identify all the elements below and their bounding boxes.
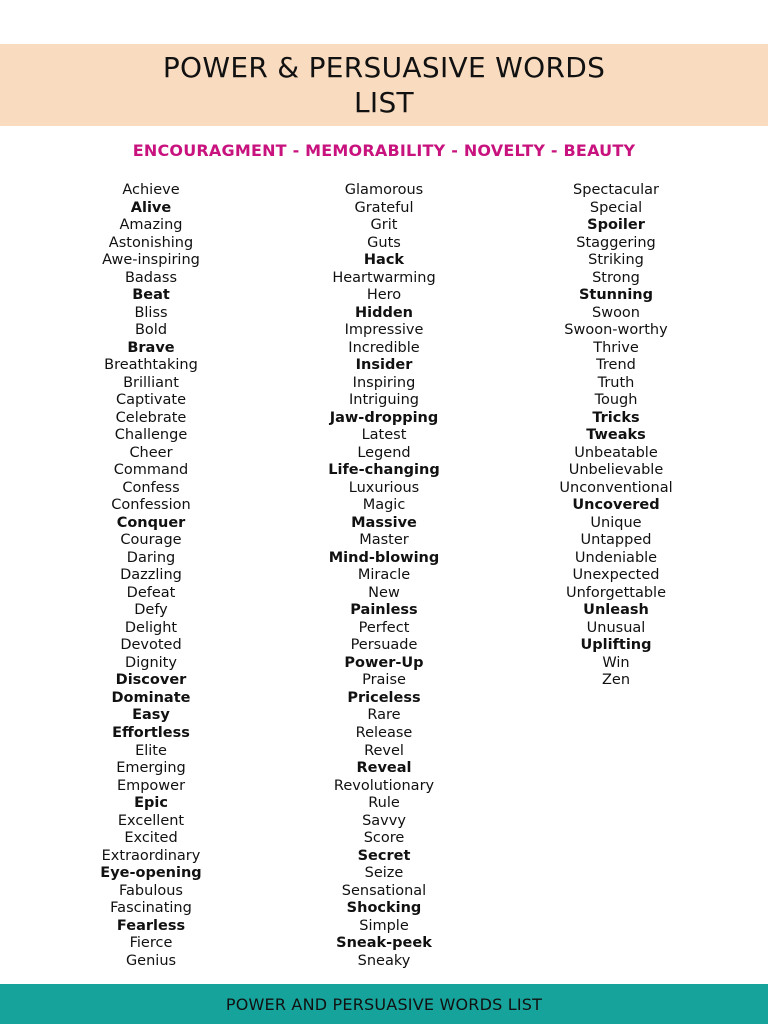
word-list-item: Fearless <box>116 917 186 934</box>
word-list-item: Genius <box>125 952 177 969</box>
word-list-item: Staggering <box>576 234 656 251</box>
word-list-item: Uplifting <box>580 637 652 654</box>
word-list-item: Sneak-peek <box>336 935 432 952</box>
word-list-item: Unbeatable <box>574 444 658 461</box>
word-list-item: Trend <box>596 357 636 374</box>
word-list-item: Seize <box>364 865 404 882</box>
word-list-item: Grateful <box>354 199 414 216</box>
word-list-item: Badass <box>124 269 178 286</box>
page-footer <box>0 984 768 1024</box>
footer-text: POWER AND PERSUASIVE WORDS LIST <box>225 994 543 1014</box>
word-list-item: Score <box>363 830 405 847</box>
word-list-item: Magic <box>362 497 406 514</box>
word-list-item: Unique <box>590 514 642 531</box>
word-list-item: Secret <box>357 847 411 864</box>
word-list-item: Command <box>113 462 189 479</box>
word-list-item: Sensational <box>341 882 427 899</box>
word-column-3 <box>496 182 736 690</box>
word-list-item: Unleash <box>583 602 649 619</box>
word-list-item: Persuade <box>350 637 418 654</box>
word-list-item: Defy <box>134 602 168 619</box>
word-list-item: Unusual <box>586 619 646 636</box>
word-list-item: Elite <box>135 742 167 759</box>
word-list-item: Special <box>589 199 643 216</box>
word-list-item: Hero <box>366 287 402 304</box>
word-list-item: Alive <box>130 199 172 216</box>
word-list-item: Excellent <box>117 812 185 829</box>
word-list-item: Striking <box>588 252 644 269</box>
word-list-item: Thrive <box>593 339 639 356</box>
word-list-item: Master <box>359 532 409 549</box>
word-list-item: Astonishing <box>108 234 194 251</box>
word-list-item: Rule <box>368 795 400 812</box>
word-list-item: Emerging <box>116 760 186 777</box>
word-list-item: Delight <box>124 619 178 636</box>
word-list-item: Truth <box>597 374 635 391</box>
word-list-item: Jaw-dropping <box>329 409 439 426</box>
word-list-item: Priceless <box>347 689 421 706</box>
word-list-item: Glamorous <box>344 182 424 198</box>
word-list-item: Legend <box>357 444 411 461</box>
word-list-item: Confess <box>122 479 180 496</box>
word-list-item: Painless <box>350 602 418 619</box>
word-list-item: Spectacular <box>573 182 659 198</box>
word-column-1 <box>31 182 271 970</box>
word-list-item: Breathtaking <box>104 357 198 374</box>
word-list-item: Achieve <box>122 182 180 198</box>
word-list-item: Strong <box>592 269 640 286</box>
word-list-item: Effortless <box>112 724 190 741</box>
word-list-item: Heartwarming <box>332 269 436 286</box>
word-list-item: Power-Up <box>344 654 424 671</box>
word-list-item: Hack <box>363 252 405 269</box>
word-list-item: Discover <box>115 672 187 689</box>
word-list-item: Rare <box>367 707 401 724</box>
word-list-item: Zen <box>601 672 631 689</box>
word-list-item: Swoon <box>592 304 640 321</box>
word-list-item: Inspiring <box>352 374 416 391</box>
word-list-item: Fierce <box>129 935 173 952</box>
word-list-item: Conquer <box>116 514 186 531</box>
word-list-item: Unexpected <box>572 567 660 584</box>
page-header <box>0 44 768 126</box>
word-list-item: Impressive <box>344 322 424 339</box>
word-list-item: Savvy <box>362 812 406 829</box>
word-list-item: Incredible <box>348 339 420 356</box>
word-list-item: Fascinating <box>110 900 192 917</box>
word-list-item: Spoiler <box>587 217 645 234</box>
word-list-item: Tough <box>594 392 638 409</box>
word-column-2 <box>264 182 504 970</box>
word-list-item: Dominate <box>111 689 191 706</box>
word-list-item: Massive <box>351 514 417 531</box>
word-list-item: Empower <box>116 777 186 794</box>
page-title-line-1: POWER & PERSUASIVE WORDS <box>162 51 606 84</box>
word-list-item: Excited <box>124 830 178 847</box>
page-title-line-2: LIST <box>354 86 414 119</box>
word-list-item: Reveal <box>356 760 412 777</box>
word-list-item: Luxurious <box>348 479 420 496</box>
word-list-item: Easy <box>132 707 170 724</box>
word-list-item: Daring <box>126 549 176 566</box>
word-list-item: Cheer <box>129 444 173 461</box>
word-list-item: Praise <box>362 672 406 689</box>
word-list-item: Defeat <box>126 584 176 601</box>
word-list-item: Revel <box>364 742 404 759</box>
word-list-item: Eye-opening <box>100 865 202 882</box>
word-list-item: Unconventional <box>559 479 673 496</box>
word-list-item: Unforgettable <box>565 584 667 601</box>
word-list-item: Guts <box>367 234 401 251</box>
word-list-item: Dazzling <box>120 567 182 584</box>
word-list-item: Shocking <box>346 900 422 917</box>
word-list-item: Brave <box>127 339 175 356</box>
word-list-item: Tweaks <box>586 427 646 444</box>
word-list-item: Epic <box>134 795 168 812</box>
word-list-item: Revolutionary <box>333 777 435 794</box>
word-list-item: Amazing <box>119 217 183 234</box>
word-list-item: Undeniable <box>574 549 658 566</box>
word-list-item: Awe-inspiring <box>102 252 200 269</box>
word-list-item: Simple <box>359 917 409 934</box>
word-list-item: Bold <box>134 322 168 339</box>
word-list-item: Tricks <box>592 409 640 426</box>
word-list-item: Untapped <box>580 532 652 549</box>
page-subtitle: ENCOURAGMENT - MEMORABILITY - NOVELTY - BEAUTY <box>132 141 636 160</box>
word-list-item: Insider <box>355 357 413 374</box>
word-list-item: Confession <box>111 497 191 514</box>
word-list-item: Beat <box>132 287 170 304</box>
word-list-item: Sneaky <box>357 952 411 969</box>
word-list-item: Devoted <box>120 637 182 654</box>
word-list-item: Miracle <box>357 567 411 584</box>
word-list-item: Bliss <box>134 304 168 321</box>
word-list-item: Hidden <box>354 304 414 321</box>
word-list-item: Life-changing <box>328 462 440 479</box>
word-list-item: Intriguing <box>349 392 419 409</box>
word-list-item: Win <box>602 654 630 671</box>
word-list-item: Courage <box>120 532 182 549</box>
word-list-item: Stunning <box>578 287 653 304</box>
word-list-item: Latest <box>361 427 407 444</box>
word-list-item: Brilliant <box>123 374 179 391</box>
word-list-item: Extraordinary <box>101 847 201 864</box>
word-list-item: Captivate <box>115 392 186 409</box>
word-list-item: Challenge <box>114 427 188 444</box>
word-list-item: Release <box>355 724 413 741</box>
word-list-item: Celebrate <box>115 409 187 426</box>
word-list-item: Dignity <box>125 654 177 671</box>
word-list-item: Unbelievable <box>568 462 664 479</box>
word-list-item: Fabulous <box>119 882 183 899</box>
word-list-item: Perfect <box>358 619 410 636</box>
word-list-item: New <box>368 584 400 601</box>
word-list-item: Mind-blowing <box>328 549 440 566</box>
word-list-item: Swoon-worthy <box>564 322 668 339</box>
word-list-item: Grit <box>370 217 398 234</box>
word-list-item: Uncovered <box>572 497 660 514</box>
